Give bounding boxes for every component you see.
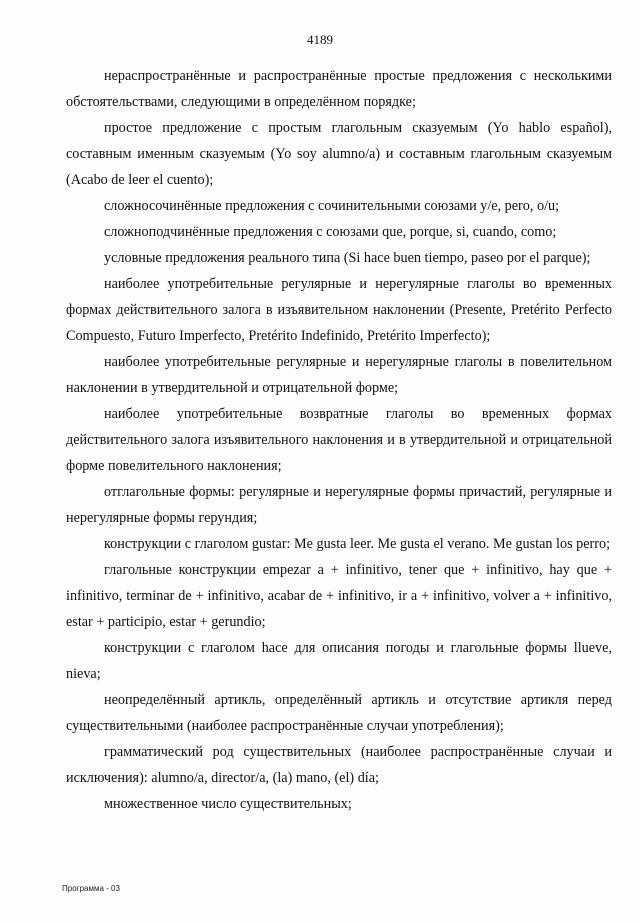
document-body (66, 63, 612, 817)
paragraph: отглагольные формы: регулярные и нерегулярные формы причастий, регулярные и нерегулярные формы герундия; (66, 484, 612, 526)
paragraph: глагольные конструкции empezar a + infinitivo, tener que + infinitivo, hay que + infinitivo, terminar de + infinitivo, acabar de + infinitivo, ir a + infinitivo, volver a + infinitivo, estar + participio, estar + gerundio; (66, 562, 612, 630)
paragraph: сложносочинённые предложения с сочинительными союзами y/e, pero, o/u; (104, 198, 560, 214)
paragraph: условные предложения реального типа (Si hace buen tiempo, paseo por el parque); (104, 250, 591, 266)
paragraph: конструкции с глаголом gustar: Me gusta leer. Me gusta el verano. Me gustan los perro; (104, 536, 611, 552)
paragraph: сложноподчинённые предложения с союзами que, porque, si, cuando, como; (104, 224, 557, 240)
paragraph: грамматический род существительных (наиболее распространённые случаи и исключения): alumno/a, director/a, (la) mano, (el) día; (66, 744, 612, 786)
footer-label: Программа - 03 (62, 884, 120, 893)
paragraph: множественное число существительных; (104, 796, 352, 812)
paragraph: неопределённый артикль, определённый артикль и отсутствие артикля перед существительными (наиболее распространённые случаи употребления); (66, 692, 612, 734)
paragraph: конструкции с глаголом hace для описания погоды и глагольные формы llueve, nieva; (66, 640, 612, 682)
paragraph: простое предложение с простым глагольным сказуемым (Yo hablo español), составным именным сказуемым (Yo soy alumno/a) и составным глагольным сказуемым (Acabo de leer el cuento); (66, 120, 612, 188)
paragraph: нераспространённые и распространённые простые предложения с несколькими обстоятельствами, следующими в определённом порядке; (66, 68, 612, 110)
page-number: 4189 (307, 32, 333, 47)
paragraph: наиболее употребительные возвратные глаголы во временных формах действительного залога изъявительного наклонения и в утвердительной и отрицательной форме повелительного наклонения; (66, 406, 612, 474)
paragraph: наиболее употребительные регулярные и нерегулярные глаголы во временных формах действительного залога в изъявительном наклонении (Presente, Pretérito Perfecto Compuesto, Futuro Imperfecto, Pretérito Indefinido, Pretérito Imperfecto); (66, 276, 612, 344)
paragraph: наиболее употребительные регулярные и нерегулярные глаголы в повелительном наклонении в утвердительной и отрицательной форме; (66, 354, 612, 396)
